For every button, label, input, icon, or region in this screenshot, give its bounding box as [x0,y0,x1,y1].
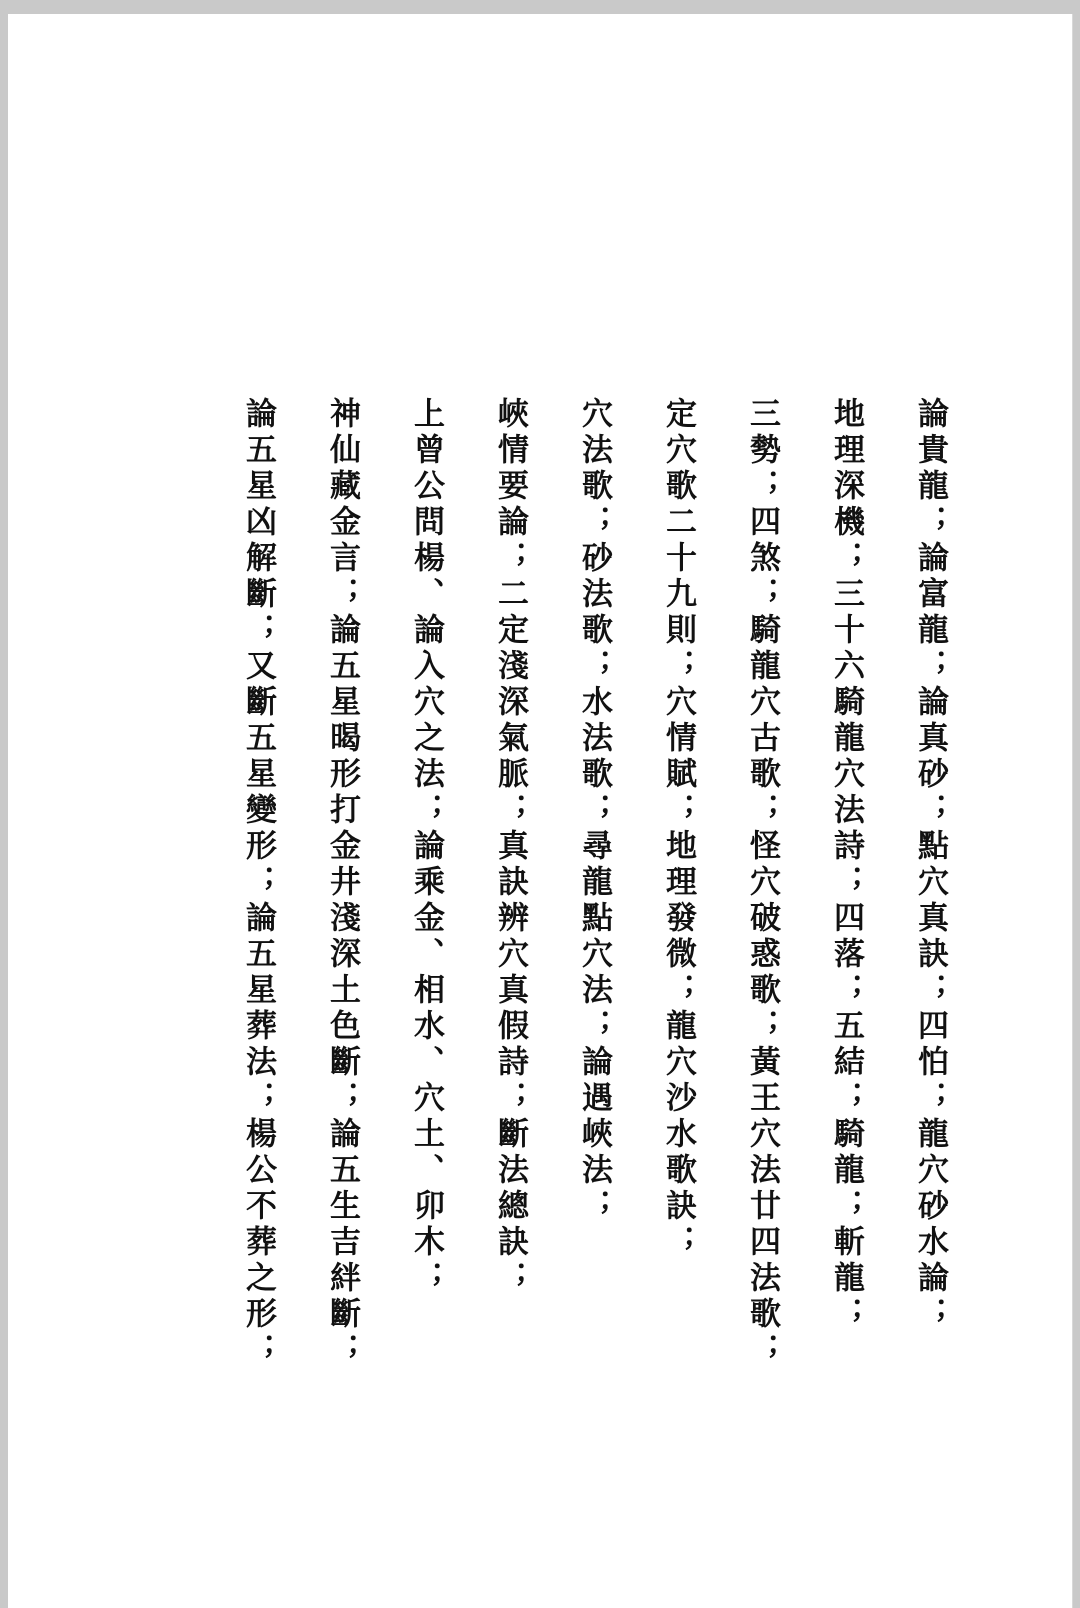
text-column-8: 神仙藏金言；論五星暍形打金井淺深土色斷；論五生吉絆斷； [324,397,360,1369]
text-column-1: 論貴龍；論富龍；論真砂；點穴真訣；四怕；龍穴砂水論； [912,397,948,1333]
vertical-text-block [216,397,972,1369]
text-column-6: 峽情要論；二定淺深氣脈；真訣辨穴真假詩；斷法總訣； [492,397,528,1297]
text-column-3: 三勢；四煞；騎龍穴古歌；怪穴破惑歌；黃王穴法廿四法歌； [744,397,780,1369]
text-column-9: 論五星凶解斷；又斷五星變形；論五星葬法；楊公不葬之形； [240,397,276,1369]
scanned-page [8,14,1073,1608]
text-column-7: 上曾公問楊、論入穴之法；論乘金、相水、穴土、卯木； [408,397,444,1297]
text-column-5: 穴法歌；砂法歌；水法歌；尋龍點穴法；論遇峽法； [576,397,612,1225]
text-column-4: 定穴歌二十九則；穴情賦；地理發微；龍穴沙水歌訣； [660,397,696,1261]
text-column-2: 地理深機；三十六騎龍穴法詩；四落；五結；騎龍；斬龍； [828,397,864,1333]
